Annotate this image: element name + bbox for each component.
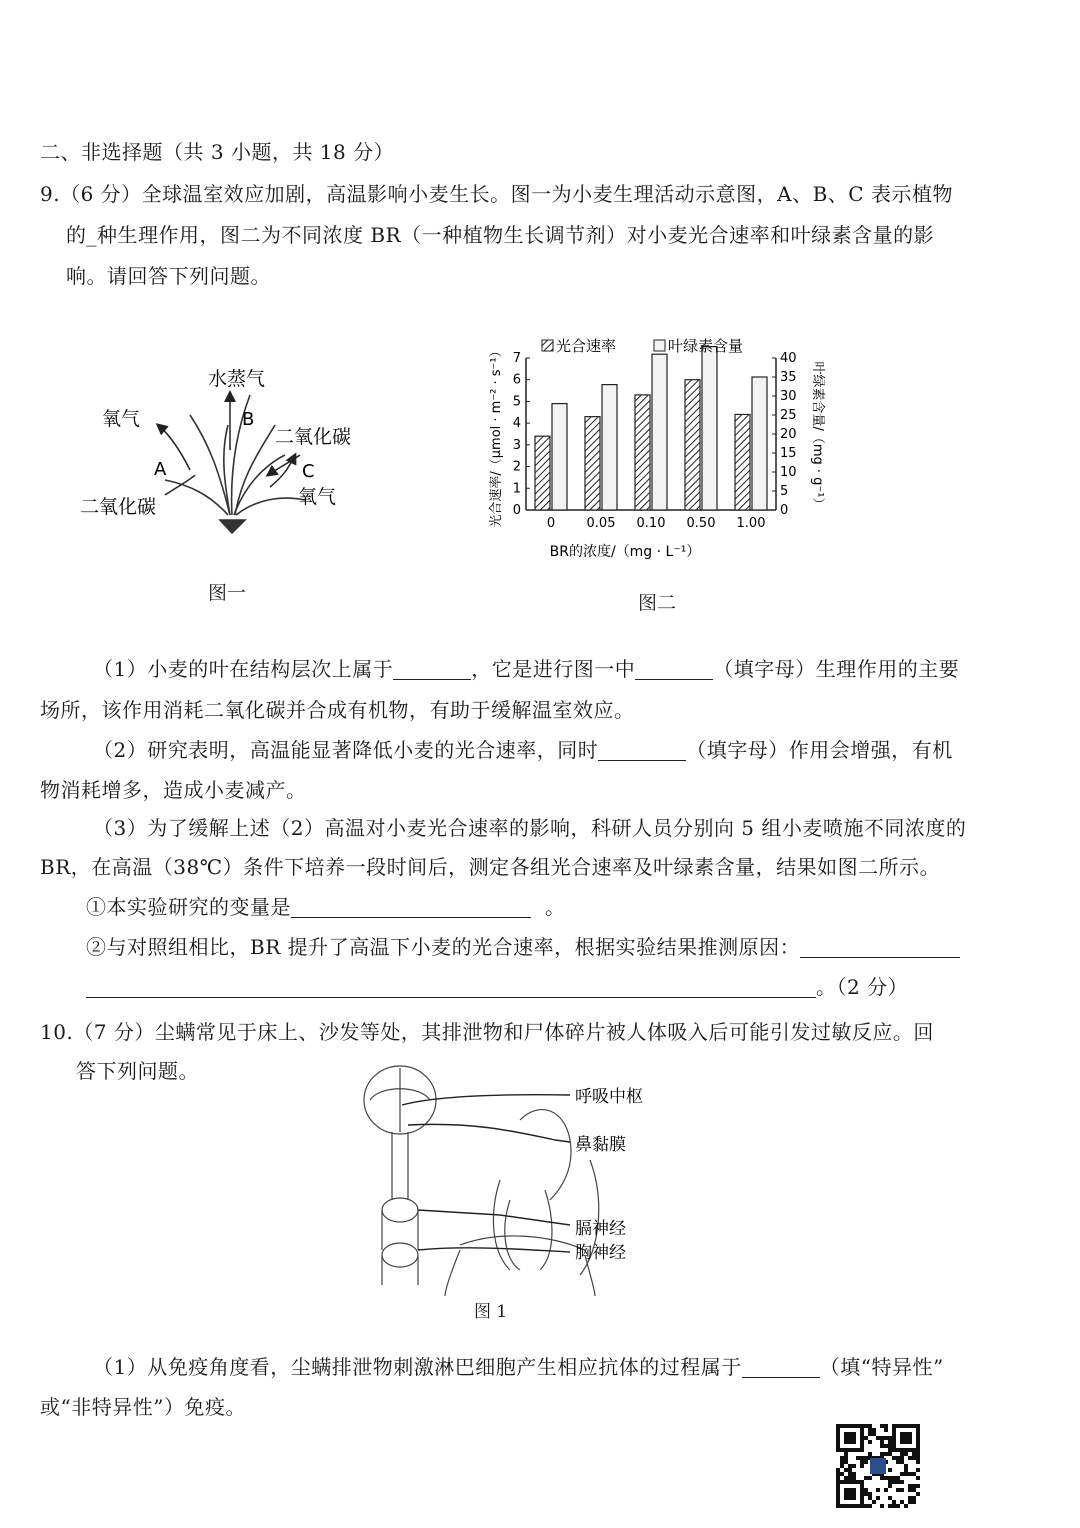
label-co2-left: 二氧化碳: [80, 496, 157, 518]
label-c: C: [302, 461, 315, 482]
q9-p3-item2: ②与对照组相比，BR 提升了高温下小麦的光合速率，根据实验结果推测原因：: [86, 933, 960, 961]
bar-chlorophyll: [752, 377, 767, 510]
figure-1-caption: 图一: [208, 582, 247, 604]
q9-p1-line1: （1）小麦的叶在结构层次上属于 ，它是进行图一中 （填字母）生理作用的主要: [93, 657, 960, 681]
q10-p1-line2: 或“非特异性”）免疫。: [40, 1395, 246, 1419]
bar-photosynthesis: [585, 417, 600, 510]
y-tick-label: 4: [512, 416, 521, 432]
x-tick-label: 0.05: [586, 516, 616, 531]
q9-p3-line1: （3）为了缓解上述（2）高温对小麦光合速率的影响，科研人员分别向 5 组小麦喷施不同浓度的: [93, 816, 967, 840]
bar-photosynthesis: [735, 414, 750, 510]
answer-blank-2[interactable]: [598, 740, 686, 761]
figure-2-bar-chart: [470, 318, 830, 568]
label-a: A: [154, 459, 167, 480]
y-tick-label: 2: [512, 459, 521, 475]
y2-tick-label: 5: [780, 484, 789, 499]
figure-2-caption: 图二: [638, 592, 677, 614]
bar-photosynthesis: [685, 380, 700, 510]
q9-p3-line2: BR，在高温（38℃）条件下培养一段时间后，测定各组光合速率及叶绿素含量，结果如图二所示。: [40, 855, 941, 879]
bar-photosynthesis: [535, 436, 550, 510]
y-tick-label: 7: [512, 351, 521, 366]
y2-tick-label: 40: [780, 351, 797, 366]
label-oxygen-right: 氧气: [298, 486, 337, 508]
bar-chlorophyll: [552, 404, 567, 510]
label-respiratory-center: 呼吸中枢: [575, 1087, 643, 1107]
y-axis-label: 光合速率/（μmol · m⁻² · s⁻¹）: [489, 344, 504, 528]
legend-swatch-chlorophyll: [654, 340, 665, 351]
label-thoracic-nerve: 胸神经: [575, 1243, 626, 1263]
y-tick-label: 3: [512, 437, 521, 453]
arrow-a-co2: [165, 475, 195, 495]
answer-blank-3-1[interactable]: [291, 897, 531, 918]
arrow-c-co2: [268, 455, 300, 475]
answer-blank-10-1[interactable]: [742, 1357, 820, 1378]
figure-1-plant-diagram: [70, 355, 390, 555]
y2-tick-label: 25: [780, 408, 797, 423]
legend-swatch-photosynthesis: [542, 340, 553, 351]
section-title: 二、非选择题（共 3 小题，共 18 分）: [40, 140, 395, 164]
y2-tick-label: 20: [780, 427, 797, 442]
bar-chlorophyll: [652, 354, 667, 510]
q9-p2-line1: （2）研究表明，高温能显著降低小麦的光合速率，同时 （填字母）作用会增强，有机: [93, 738, 953, 762]
nerve-pointer-lines: [402, 1095, 570, 1252]
label-co2-right: 二氧化碳: [275, 426, 352, 448]
q10-line1: 10.（7 分）尘螨常见于床上、沙发等处，其排泄物和尸体碎片被人体吸入后可能引发过敏反应。回: [40, 1020, 934, 1044]
legend-label-photosynthesis: 光合速率: [556, 337, 617, 355]
y2-tick-label: 30: [780, 389, 797, 404]
y2-axis-label: 叶绿素含量/（mg · g⁻¹）: [810, 361, 825, 511]
answer-blank-1-1[interactable]: [393, 659, 471, 680]
qr-code-icon[interactable]: [836, 1424, 920, 1508]
bar-chlorophyll: [702, 347, 717, 510]
figure-nervous-caption: 图 1: [474, 1302, 508, 1322]
x-tick-label: 0.10: [636, 516, 666, 531]
q9-p3-item1: ①本实验研究的变量是 。: [86, 895, 566, 919]
q10-line2: 答下列问题。: [76, 1059, 199, 1083]
x-axis-label: BR的浓度/（mg · L⁻¹）: [549, 544, 701, 560]
label-oxygen-top: 氧气: [102, 408, 141, 430]
legend-label-chlorophyll: 叶绿素含量: [668, 337, 744, 355]
q9-p3-item2-cont: 。（2 分）: [86, 973, 908, 1001]
q9-line3: 响。请回答下列问题。: [66, 264, 271, 288]
label-nasal-mucosa: 鼻黏膜: [575, 1135, 626, 1155]
y2-tick-label: 15: [780, 446, 797, 461]
answer-blank-3-2b[interactable]: [86, 977, 816, 998]
q9-line1: 9.（6 分）全球温室效应加剧，高温影响小麦生长。图一为小麦生理活动示意图，A、B、C 表示植物: [40, 182, 953, 206]
y-tick-label: 6: [512, 372, 521, 388]
answer-blank-3-2a[interactable]: [800, 937, 960, 958]
q9-p1-line2: 场所，该作用消耗二氧化碳并合成有机物，有助于缓解温室效应。: [40, 698, 635, 722]
x-tick-label: 0.50: [686, 516, 716, 531]
bar-photosynthesis: [635, 395, 650, 510]
bar-chlorophyll: [602, 385, 617, 510]
y2-tick-label: 35: [780, 370, 797, 385]
y-tick-label: 5: [512, 394, 521, 410]
label-phrenic-nerve: 膈神经: [575, 1219, 626, 1239]
wheat-plant-icon: [165, 395, 305, 533]
y-tick-label: 1: [512, 481, 521, 497]
y2-tick-label: 10: [780, 465, 797, 480]
x-tick-label: 0: [546, 516, 556, 531]
y2-tick-label: 0: [780, 503, 789, 518]
q9-p2-line2: 物消耗增多，造成小麦减产。: [40, 778, 307, 802]
answer-blank-1-2[interactable]: [635, 659, 713, 680]
figure-nervous-system: [350, 1060, 670, 1296]
label-b: B: [242, 409, 255, 430]
brain-spine-illustration: [364, 1066, 436, 1285]
x-tick-label: 1.00: [736, 516, 766, 531]
q10-p1-line1: （1）从免疫角度看，尘螨排泄物刺激淋巴细胞产生相应抗体的过程属于 （填“特异性”: [93, 1355, 944, 1379]
label-water-vapor: 水蒸气: [208, 368, 266, 390]
q9-line2: 的_种生理作用，图二为不同浓度 BR（一种植物生长调节剂）对小麦光合速率和叶绿素含量的影: [66, 223, 935, 247]
y-tick-label: 0: [512, 503, 521, 518]
